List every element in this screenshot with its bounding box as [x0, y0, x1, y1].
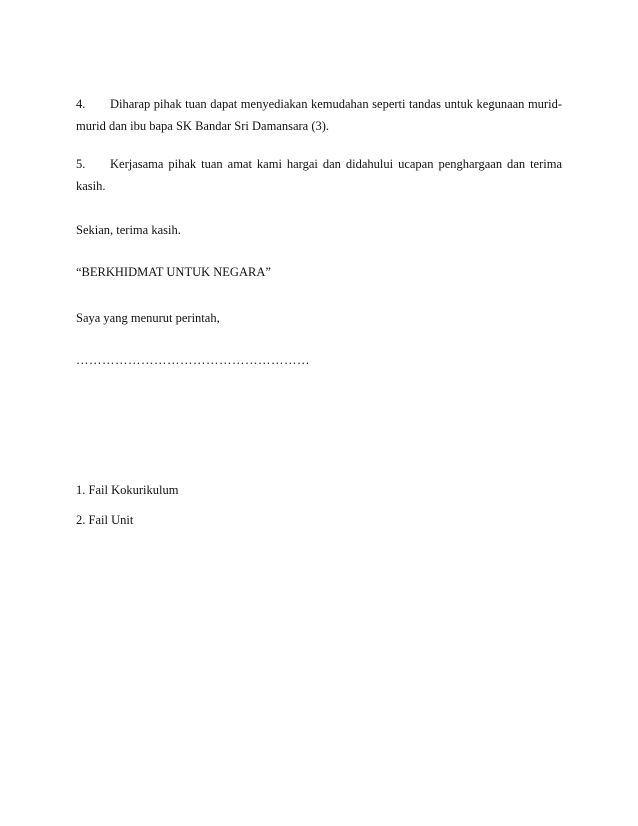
- paragraph-5-text-1: Kerjasama pihak tuan amat kami hargai dan didahului ucapan penghargaan dan terima: [110, 157, 562, 171]
- cc-item-2: 2. Fail Unit: [76, 513, 134, 527]
- paragraph-5-number: 5.: [76, 157, 86, 171]
- paragraph-5-line-1: [76, 156, 562, 172]
- paragraph-4-number: 4.: [76, 97, 86, 111]
- cc-item-1: 1. Fail Kokurikulum: [76, 483, 179, 497]
- paragraph-4-text-1: Diharap pihak tuan dapat menyediakan kemudahan seperti tandas untuk kegunaan murid-: [110, 97, 562, 111]
- paragraph-4-line-2: murid dan ibu bapa SK Bandar Sri Damansara (3).: [76, 119, 330, 133]
- paragraph-5-line-2: kasih.: [76, 179, 106, 193]
- motto: “BERKHIDMAT UNTUK NEGARA”: [76, 265, 271, 279]
- paragraph-4-line-1: [76, 96, 562, 112]
- closing-order: Saya yang menurut perintah,: [76, 311, 220, 325]
- closing-thanks: Sekian, terima kasih.: [76, 223, 181, 237]
- signature-line: ………………………………………………: [76, 353, 310, 367]
